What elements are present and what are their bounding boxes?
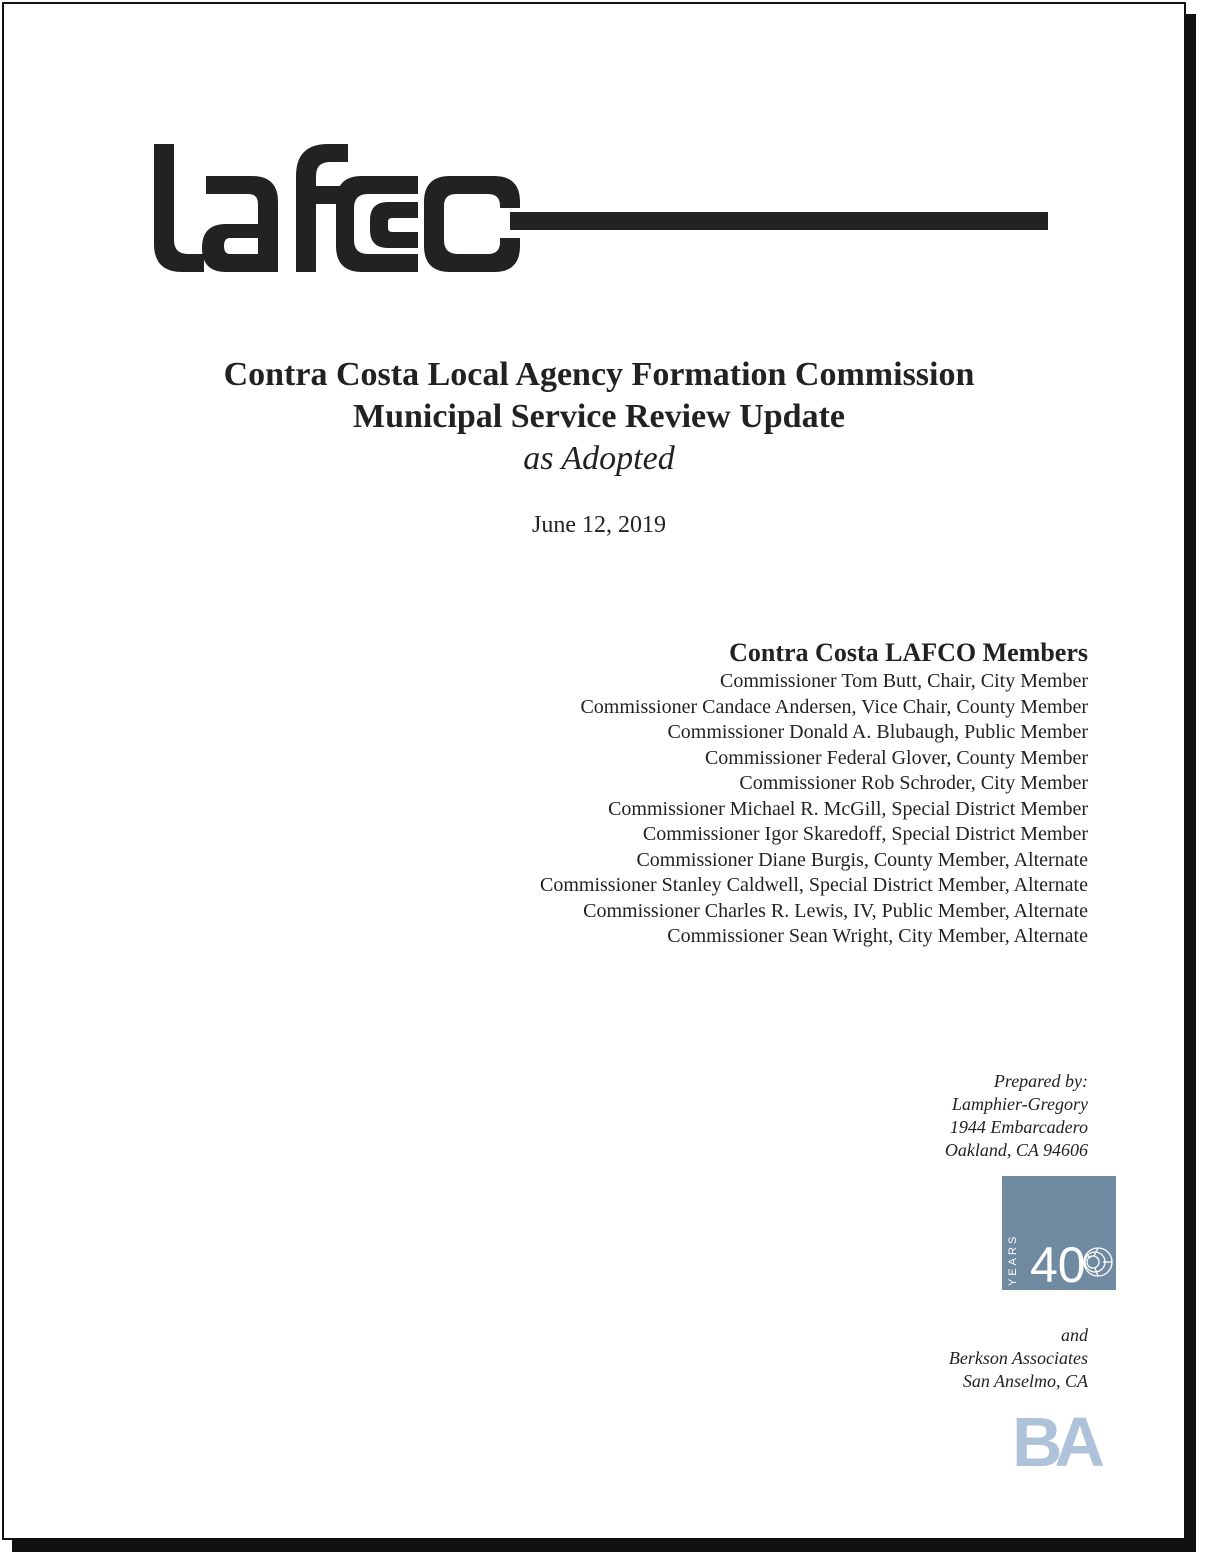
- members-heading: Contra Costa LAFCO Members: [729, 638, 1088, 667]
- member-line: Commissioner Tom Butt, Chair, City Member: [720, 670, 1088, 692]
- prepared-by-label: Prepared by:: [993, 1071, 1088, 1091]
- associate-city: San Anselmo, CA: [962, 1371, 1088, 1391]
- years-number: 40: [1030, 1237, 1086, 1290]
- title-block: [4, 354, 1194, 480]
- member-line: Commissioner Rob Schroder, City Member: [739, 772, 1088, 794]
- member-line: Commissioner Michael R. McGill, Special District Member: [608, 797, 1088, 820]
- member-line: Commissioner Charles R. Lewis, IV, Public Member, Alternate: [583, 899, 1088, 922]
- adoption-status: as Adopted: [523, 440, 675, 477]
- member-line: Commissioner Diane Burgis, County Member, Alternate: [636, 848, 1088, 871]
- member-line: Commissioner Federal Glover, County Member: [704, 746, 1088, 769]
- member-line: Commissioner Igor Skaredoff, Special District Member: [642, 823, 1088, 845]
- years-text: YEARS: [1007, 1233, 1019, 1286]
- preparer-firm: Lamphier-Gregory: [952, 1094, 1088, 1114]
- years-40-logo: [1002, 1176, 1116, 1290]
- member-line: Commissioner Sean Wright, City Member, Alternate: [667, 925, 1088, 947]
- member-line: Commissioner Stanley Caldwell, Special District Member, Alternate: [540, 874, 1088, 896]
- berkson-associates-logo: [1012, 1404, 1122, 1474]
- prepared-by-block: [945, 1070, 1088, 1162]
- document-page: [2, 2, 1186, 1540]
- and-text: and: [1061, 1325, 1088, 1345]
- document-subtitle: Municipal Service Review Update: [353, 398, 845, 435]
- members-block: [540, 637, 1088, 950]
- lafco-logo-icon: [150, 136, 1050, 276]
- member-line: Commissioner Candace Andersen, Vice Chair, County Member: [580, 695, 1088, 718]
- associate-firm: Berkson Associates: [948, 1348, 1088, 1368]
- preparer-city: Oakland, CA 94606: [944, 1140, 1088, 1160]
- and-block: [949, 1324, 1088, 1393]
- preparer-address: 1944 Embarcadero: [949, 1117, 1088, 1137]
- document-date: June 12, 2019: [532, 512, 666, 538]
- document-title: Contra Costa Local Agency Formation Commission: [223, 356, 975, 393]
- member-line: Commissioner Donald A. Blubaugh, Public Member: [667, 721, 1088, 743]
- ba-logo-text: BA: [1012, 1404, 1098, 1474]
